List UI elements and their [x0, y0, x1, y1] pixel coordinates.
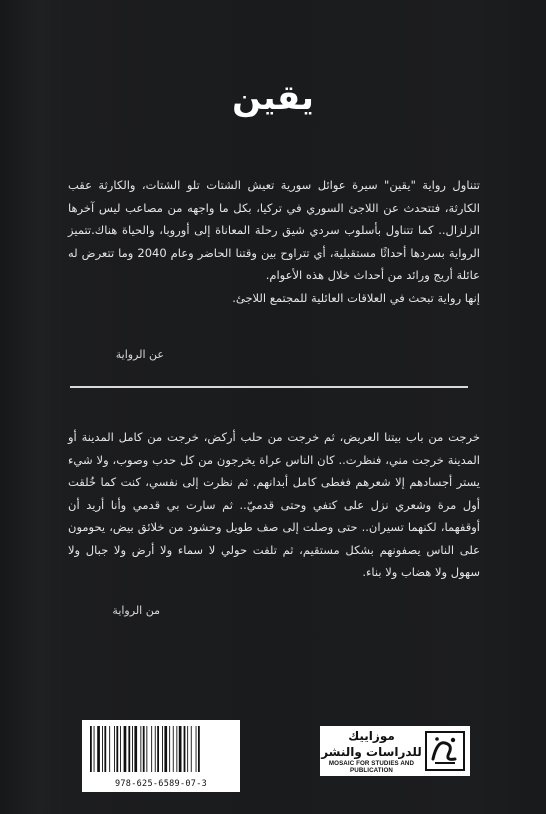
isbn-barcode [82, 720, 240, 792]
barcode-icon [88, 726, 234, 772]
book-title: يقين [232, 78, 314, 118]
excerpt-paragraph: خرجت من باب بيتنا العريض، ثم خرجت من حلب أركض، خرجت من كامل المدينة أو المدينة خرجت مني، فنظرت.. كان الناس عراة يخرجون من كل حدب وصوب، ولا شيء يستر أجسادهم إلا شعرهم فغطى كامل أبدانهم. ثم نظرت إلى نفسي، كنت كما خُلقت أول مرة وشعري نزل على كتفي وحتى قدميّ.. ثم سارت بي قدمي وأنا أريد أن أوقفهما، لكنهما تسيران.. حتى وصلت إلى صف طويل وحشود من خلائق بيض، يحومون على الناس يصفونهم بشكل مستقيم، ثم تلفت حولي لا سماء ولا أرض ولا جبال ولا سهول ولا هضاب ولا بناء. [68, 430, 480, 579]
publisher-name-arabic: موزاييك للدراسات والنشر [321, 729, 422, 759]
blurb-paragraph: تتناول رواية "يقين" سيرة عوائل سورية تعيش الشتات تلو الشتات، والكارثة عقب الكارثة، فتتحدث عن اللاجئ السوري في تركيا، بكل ما واجهه من مصاعب ليس آخرها الزلزال.. كما تتناول بأسلوب سردي شيق رحلة المعاناة إلى أوروبا، والحياة هناك.تتميز الرواية بسردها أحداثًا مستقبلية، أي تتراوح بين وقتنا الحاضر وعام 2040 وما تتعرض له عائلة أريج ورائد من أحداث خلال هذه الأعوام. [68, 178, 480, 282]
excerpt-source: من الرواية [112, 604, 160, 617]
excerpt-text [68, 426, 480, 584]
mosaic-calligraphy-logo-icon [423, 729, 467, 773]
blurb-paragraph: إنها رواية تبحث في العلاقات العائلية للمجتمع اللاجئ. [232, 290, 480, 305]
publisher-name-english: MOSAIC FOR STUDIES AND PUBLICATION [328, 760, 415, 774]
isbn-number: 978-625-6589-07-3 [114, 779, 208, 789]
divider-line [70, 386, 468, 388]
publisher-logo [320, 726, 470, 776]
blurb-text [68, 174, 480, 309]
blurb-source: عن الرواية [115, 348, 164, 361]
spine-shadow [0, 0, 40, 814]
publisher-name [320, 728, 423, 774]
